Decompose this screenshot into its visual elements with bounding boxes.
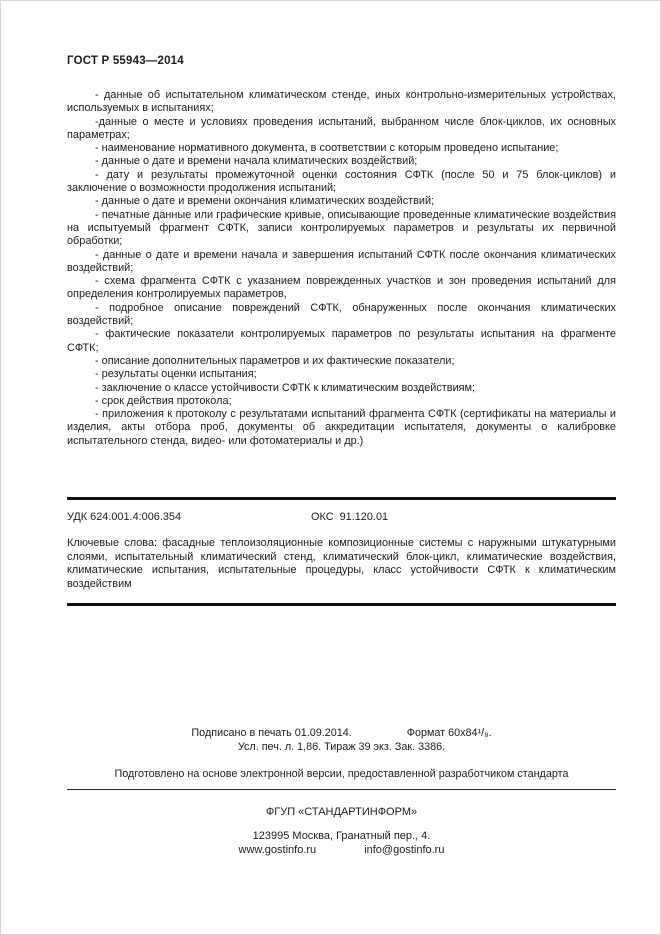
report-item: - печатные данные или графические кривые, описывающие проведенные климатические воздействия на испытуемый фрагмент СФТК, записи контролируемых параметров и результаты их первичной обработки; [67, 208, 616, 248]
report-item: - описание дополнительных параметров и их фактические показатели; [95, 354, 455, 367]
imprint-block [67, 727, 616, 782]
divider-thin [67, 789, 616, 790]
report-item: - фактические показатели контролируемых параметров по результаты испытания на фрагменте СФТК; [67, 328, 616, 354]
report-item: - данные о дате и времени начала и завершения испытаний СФТК после окончания климатических воздействий; [67, 248, 616, 274]
report-item: - приложения к протоколу с результатами испытаний фрагмента СФТК (сертификаты на материалы и изделия, акты отбора проб, документы об аккредитации испытателя, документы о калибровке испытательного стенда, видео- или фотоматериалы и др.) [67, 408, 616, 447]
publisher-email: info@gostinfo.ru [364, 843, 445, 856]
publisher-contacts [67, 844, 616, 858]
prepared-note: Подготовлено на основе электронной версии, предоставленной разработчиком стандарта [114, 768, 569, 780]
report-contents-list [67, 89, 616, 449]
divider-bottom [67, 603, 616, 606]
report-item: - данные о дате и времени окончания климатических воздействий; [95, 195, 435, 208]
report-item: - схема фрагмента СФТК с указанием поврежденных участков и зон проведения испытаний для определения контролируемых параметров, [67, 275, 616, 301]
page-content [67, 55, 616, 857]
report-item: - наименование нормативного документа, в соответствии с которым проведено испытание; [95, 142, 559, 155]
report-item: - подробное описание повреждений СФТК, обнаруженных после окончания климатических воздействий; [67, 301, 616, 328]
publisher-address: 123995 Москва, Гранатный пер., 4. [252, 830, 431, 842]
report-item: - дату и результаты промежуточной оценки состояния СФТК (после 50 и 75 блок-циклов) и заключение о возможности продолжения испытаний; [67, 168, 616, 195]
publisher-name: ФГУП «СТАНДАРТИНФОРМ» [265, 805, 418, 818]
report-item: - данные о дате и времени начала климатических воздействий; [95, 155, 418, 168]
report-item: - результаты оценки испытания; [95, 368, 257, 381]
report-item: -данные о месте и условиях проведения испытаний, выбранном числе блок-циклов, их основных параметрах; [67, 115, 616, 141]
print-date: Подписано в печать 01.09.2014. [191, 727, 352, 739]
imprint-line-2: Усл. печ. л. 1,86. Тираж 39 экз. Зак. 3386. [237, 740, 446, 753]
keywords-paragraph: Ключевые слова: фасадные теплоизоляционные композиционные системы с наружными штукатурными слоями, испытательный климатический стенд, климатический блок-цикл, климатические воздействия, климатические испытания, испытательные процедуры, класс устойчивости СФТК к климатическим воздействим [67, 537, 616, 590]
udk-code: УДК 624.001.4:006.354 [67, 511, 182, 523]
divider-top [67, 497, 616, 500]
publisher-block [67, 806, 616, 858]
report-item: - срок действия протокола; [95, 394, 232, 407]
classification-row [67, 511, 616, 524]
publisher-website: www.gostinfo.ru [238, 843, 317, 856]
oks-code: ОКС 91.120.01 [311, 511, 389, 523]
report-item: - данные об испытательном климатическом стенде, иных контрольно-измерительных устройствах, используемых в испытаниях; [67, 89, 616, 115]
imprint-line-1 [67, 727, 616, 741]
standard-code: ГОСТ Р 55943—2014 [67, 55, 184, 67]
report-item: - заключение о классе устойчивости СФТК к климатическим воздействиям; [95, 381, 476, 394]
print-format: Формат 60х84¹/₈. [406, 727, 492, 739]
